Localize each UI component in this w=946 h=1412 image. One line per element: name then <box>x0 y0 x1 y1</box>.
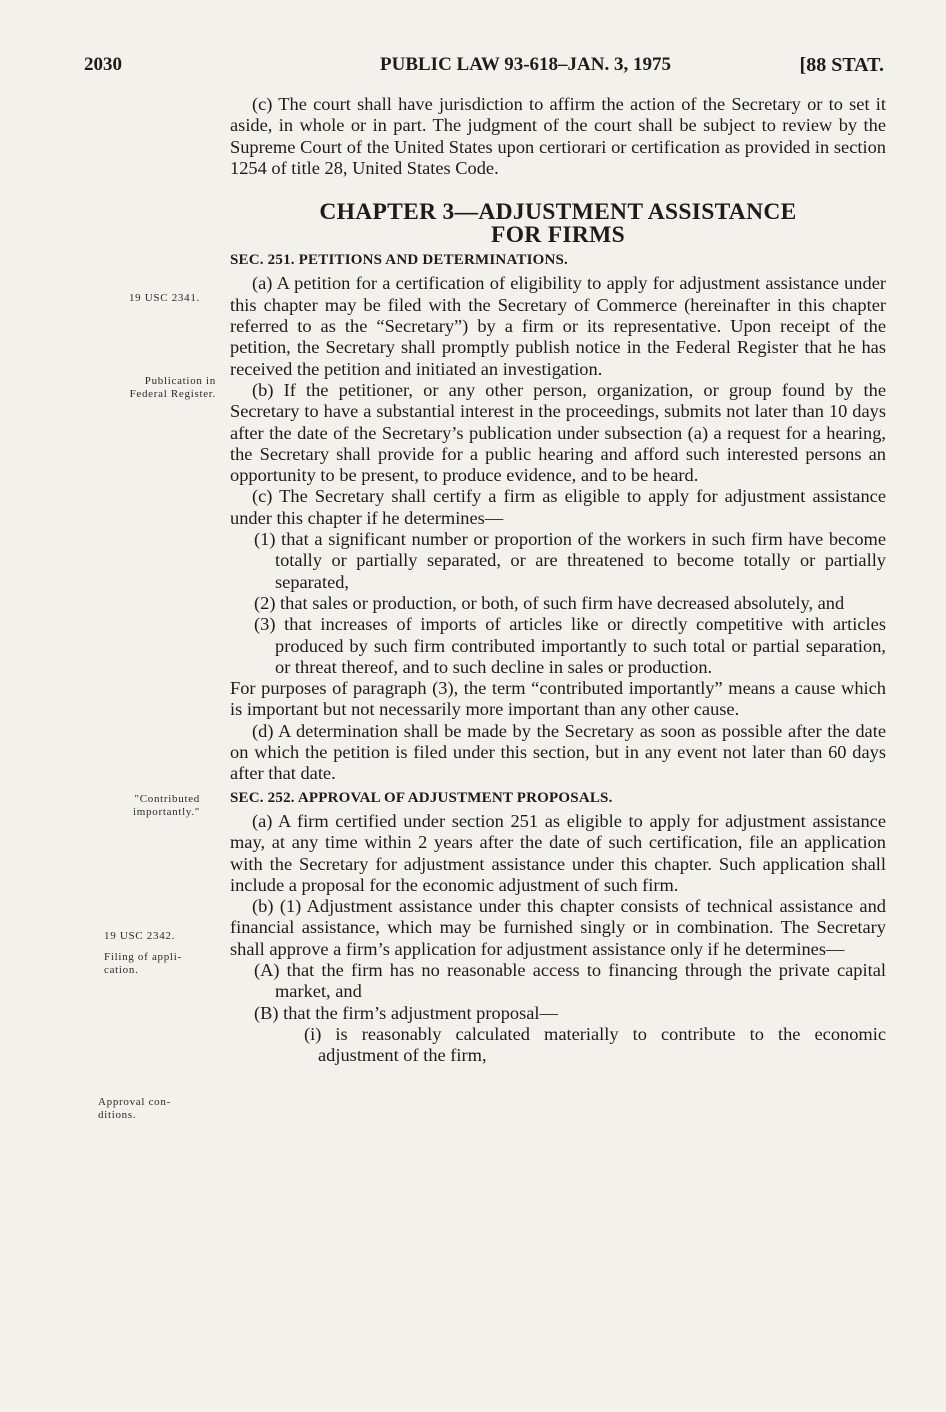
statute-volume: [88 STAT. <box>799 54 884 76</box>
margin-note-usc-2341: 19 USC 2341. <box>128 292 200 304</box>
section-251-heading: SEC. 251. PETITIONS AND DETERMINATIONS. <box>230 252 569 269</box>
section-251-purposes: For purposes of paragraph (3), the term “contributed importantly” means a cause which is important but not necessarily more important than any other cause. <box>230 678 886 720</box>
section-252-b-A: (A) that the firm has no reasonable access to financing through the private capital market, and <box>254 959 886 1002</box>
section-251-c-2: (2) that sales or production, or both, of such firm have decreased absolutely, and <box>254 592 845 613</box>
section-252-heading: SEC. 252. APPROVAL OF ADJUSTMENT PROPOSALS. <box>230 789 613 806</box>
margin-note-publication: Publication in Federal Register. <box>129 375 216 400</box>
section-252-a: (a) A firm certified under section 251 as eligible to apply for adjustment assistance may, at any time within 2 years after the date of such certification, file an application with the Secretary for adjustment assistance under this chapter. Such application shall include a proposal for the economic adjustment of such firm. <box>230 810 886 895</box>
section-252-b-B: (B) that the firm’s adjustment proposal— <box>254 1002 558 1023</box>
margin-note-approval: Approval con- ditions. <box>98 1096 171 1121</box>
margin-note-filing: Filing of appli- cation. <box>104 951 182 976</box>
page-header <box>84 54 884 84</box>
section-251-c-3: (3) that increases of imports of articles like or directly competitive with articles produced by such firm contributed importantly to such total or partial separation, or threat thereof, and to such decline in sales or production. <box>254 614 886 677</box>
section-251-d: (d) A determination shall be made by the Secretary as soon as possible after the date on which the petition is filed under this section, but in any event not later than 60 days after that date. <box>230 720 886 784</box>
margin-note-usc-2342: 19 USC 2342. <box>104 930 176 942</box>
page-number: 2030 <box>84 54 122 75</box>
section-251-c-1: (1) that a significant number or proportion of the workers in such firm have become totally or partially separated, or are threatened to become totally or partially separated, <box>254 529 886 592</box>
section-251-a: (a) A petition for a certification of eligibility to apply for adjustment assistance under this chapter may be filed with the Secretary of Commerce (hereinafter in this chapter referred to as the “Secretary”) by a firm or its representative. Upon receipt of the petition, the Secretary shall promptly publish notice in the Federal Register that he has received the petition and initiated an investigation. <box>230 273 886 379</box>
paragraph-court-jurisdiction: (c) The court shall have jurisdiction to affirm the action of the Secretary or to set it aside, in whole or in part. The judgment of the court shall be subject to review by the Supreme Court of the United States upon certiorari or certification as provided in section 1254 of title 28, United States Code. <box>230 94 886 178</box>
running-title: PUBLIC LAW 93-618–JAN. 3, 1975 <box>380 54 672 75</box>
section-252-b-1: (b) (1) Adjustment assistance under this chapter consists of technical assistance and financial assistance, which may be furnished singly or in combination. The Secretary shall approve a firm’s application for adjustment assistance only if he determines— <box>230 896 886 959</box>
section-252-b-B-i: (i) is reasonably calculated materially to contribute to the economic adjustment of the firm, <box>304 1023 886 1066</box>
margin-note-contributed-importantly: "Contributed importantly." <box>133 793 200 818</box>
section-251-c: (c) The Secretary shall certify a firm as eligible to apply for adjustment assistance under this chapter if he determines— <box>230 486 886 528</box>
chapter-heading: CHAPTER 3—ADJUSTMENT ASSISTANCE FOR FIRMS <box>319 199 797 249</box>
section-251-b: (b) If the petitioner, or any other person, organization, or group found by the Secretary to have a substantial interest in the proceedings, submits not later than 10 days after the date of the Secretary’s publication under subsection (a) a request for a hearing, the Secretary shall provide for a public hearing and afford such interested persons an opportunity to be present, to produce evidence, and to be heard. <box>230 379 886 486</box>
page-body <box>230 94 886 1066</box>
